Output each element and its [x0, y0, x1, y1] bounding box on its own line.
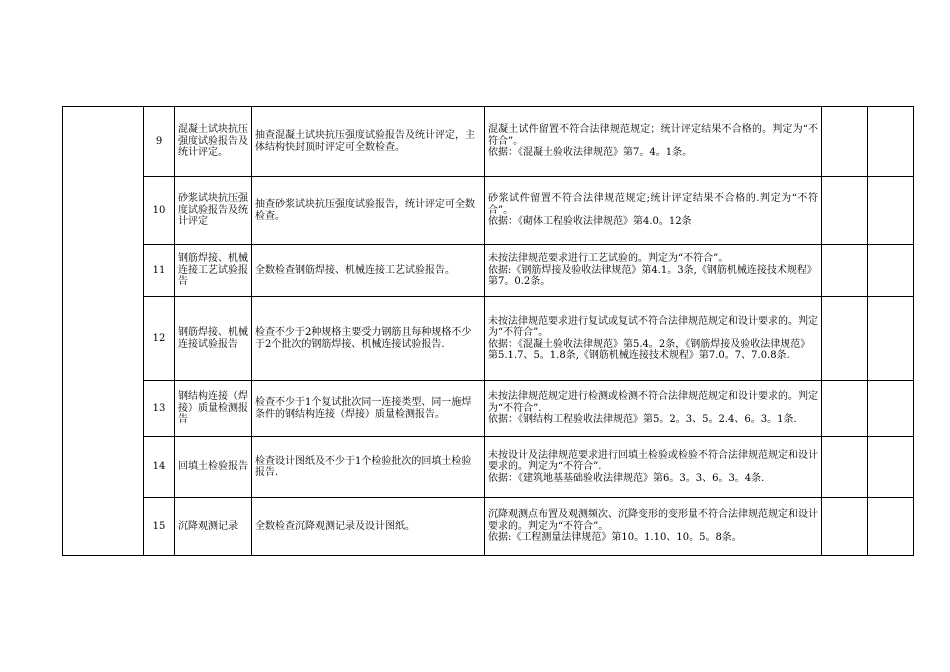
judgement-cell [485, 437, 822, 498]
inspection-sheet [62, 106, 882, 555]
table-row [63, 177, 914, 245]
row-number: 15 [144, 498, 175, 556]
judgement-cell [485, 177, 822, 245]
result-cell [822, 498, 868, 556]
check-method: 抽查混凝土试块抗压强度试验报告及统计评定，主体结构快封顶时评定可全数检查。 [252, 107, 485, 177]
result-cell [822, 381, 868, 437]
judgement-text: 混凝土试件留置不符合法律规范规定；统计评定结果不合格的。判定为“不符合”。 [488, 124, 818, 147]
inspection-table [62, 106, 914, 556]
result-cell [822, 177, 868, 245]
table-row [63, 437, 914, 498]
judgement-text: 未按法律规范要求进行复试或复试不符合法律规范规定和设计要求的。判定为“不符合”。 [488, 315, 818, 338]
check-method: 全数检查沉降观测记录及设计图纸。 [252, 498, 485, 556]
row-number: 13 [144, 381, 175, 437]
table-row [63, 297, 914, 381]
judgement-text: 砂浆试件留置不符合法律规范规定;统计评定结果不合格的.判定为“不符合”。 [488, 193, 818, 216]
result-cell [822, 107, 868, 177]
remark-cell [868, 245, 914, 297]
table-row [63, 245, 914, 297]
check-method: 抽查砂浆试块抗压强度试验报告，统计评定可全数检查。 [252, 177, 485, 245]
row-number: 9 [144, 107, 175, 177]
check-method: 检查不少于1个复试批次同一连接类型、同一施焊条件的钢结构连接（焊接）质量检测报告。 [252, 381, 485, 437]
remark-cell [868, 297, 914, 381]
table-row [63, 498, 914, 556]
judgement-cell [485, 297, 822, 381]
remark-cell [868, 107, 914, 177]
judgement-cell [485, 245, 822, 297]
category-cell [63, 107, 144, 556]
row-number: 14 [144, 437, 175, 498]
check-method: 检查设计图纸及不少于1个检验批次的回填土检验报告. [252, 437, 485, 498]
check-item: 砂浆试块抗压强度试验报告及统计评定 [175, 177, 252, 245]
result-cell [822, 297, 868, 381]
judgement-text: 沉降观测点布置及观测频次、沉降变形的变形量不符合法律规范规定和设计要求的。判定为“不符合”。 [488, 509, 818, 532]
check-item: 回填土检验报告 [175, 437, 252, 498]
remark-cell [868, 498, 914, 556]
result-cell [822, 245, 868, 297]
basis-text: 依据：《砌体工程验收法律规范》第4.0。12条 [488, 216, 692, 228]
basis-text: 依据：《混凝土验收法律规范》第7。4。1条。 [488, 147, 693, 159]
basis-text: 依据：《钢结构工程验收法律规范》第5。2。3、5。2.4、6。3。1条. [488, 414, 797, 426]
basis-text: 依据：《建筑地基基础验收法律规范》第6。3。3、6。3。4条. [488, 472, 765, 484]
check-item: 钢结构连接（焊接）质量检测报告 [175, 381, 252, 437]
basis-text: 依据:《工程测量法律规范》第10。1.10、10。5。8条。 [488, 532, 742, 544]
basis-text: 依据:《钢筋焊接及验收法律规范》第4.1。3条,《钢筋机械连接技术规程》第7。0.2条。 [488, 264, 817, 288]
judgement-text: 未按法律规范规定进行检测或检测不符合法律规范规定和设计要求的。判定为“不符合”. [488, 391, 818, 414]
judgement-cell [485, 498, 822, 556]
remark-cell [868, 177, 914, 245]
row-number: 11 [144, 245, 175, 297]
judgement-text: 未按设计及法律规范要求进行回填土检验或检验不符合法律规范规定和设计要求的。判定为“不符合”. [488, 449, 818, 473]
row-number: 10 [144, 177, 175, 245]
table-row [63, 381, 914, 437]
result-cell [822, 437, 868, 498]
remark-cell [868, 381, 914, 437]
table-row [63, 107, 914, 177]
check-item: 钢筋焊接、机械连接工艺试验报告 [175, 245, 252, 297]
judgement-cell [485, 381, 822, 437]
check-item: 钢筋焊接、机械连接试验报告 [175, 297, 252, 381]
check-method: 检查不少于2种规格主要受力钢筋且每种规格不少于2个批次的钢筋焊接、机械连接试验报告. [252, 297, 485, 381]
row-number: 12 [144, 297, 175, 381]
check-item: 沉降观测记录 [175, 498, 252, 556]
judgement-cell [485, 107, 822, 177]
judgement-text: 未按法律规范要求进行工艺试验的。判定为“不符合”。 [488, 253, 729, 265]
check-item: 混凝土试块抗压强度试验报告及统计评定。 [175, 107, 252, 177]
check-method: 全数检查钢筋焊接、机械连接工艺试验报告。 [252, 245, 485, 297]
remark-cell [868, 437, 914, 498]
basis-text: 依据：《混凝土验收法律规范》第5.4。2条，《钢筋焊接及验收法律规范》第5.1.7、5。1.8条,《钢筋机械连接技术规程》第7.0。7、7.0.8条. [488, 338, 811, 361]
